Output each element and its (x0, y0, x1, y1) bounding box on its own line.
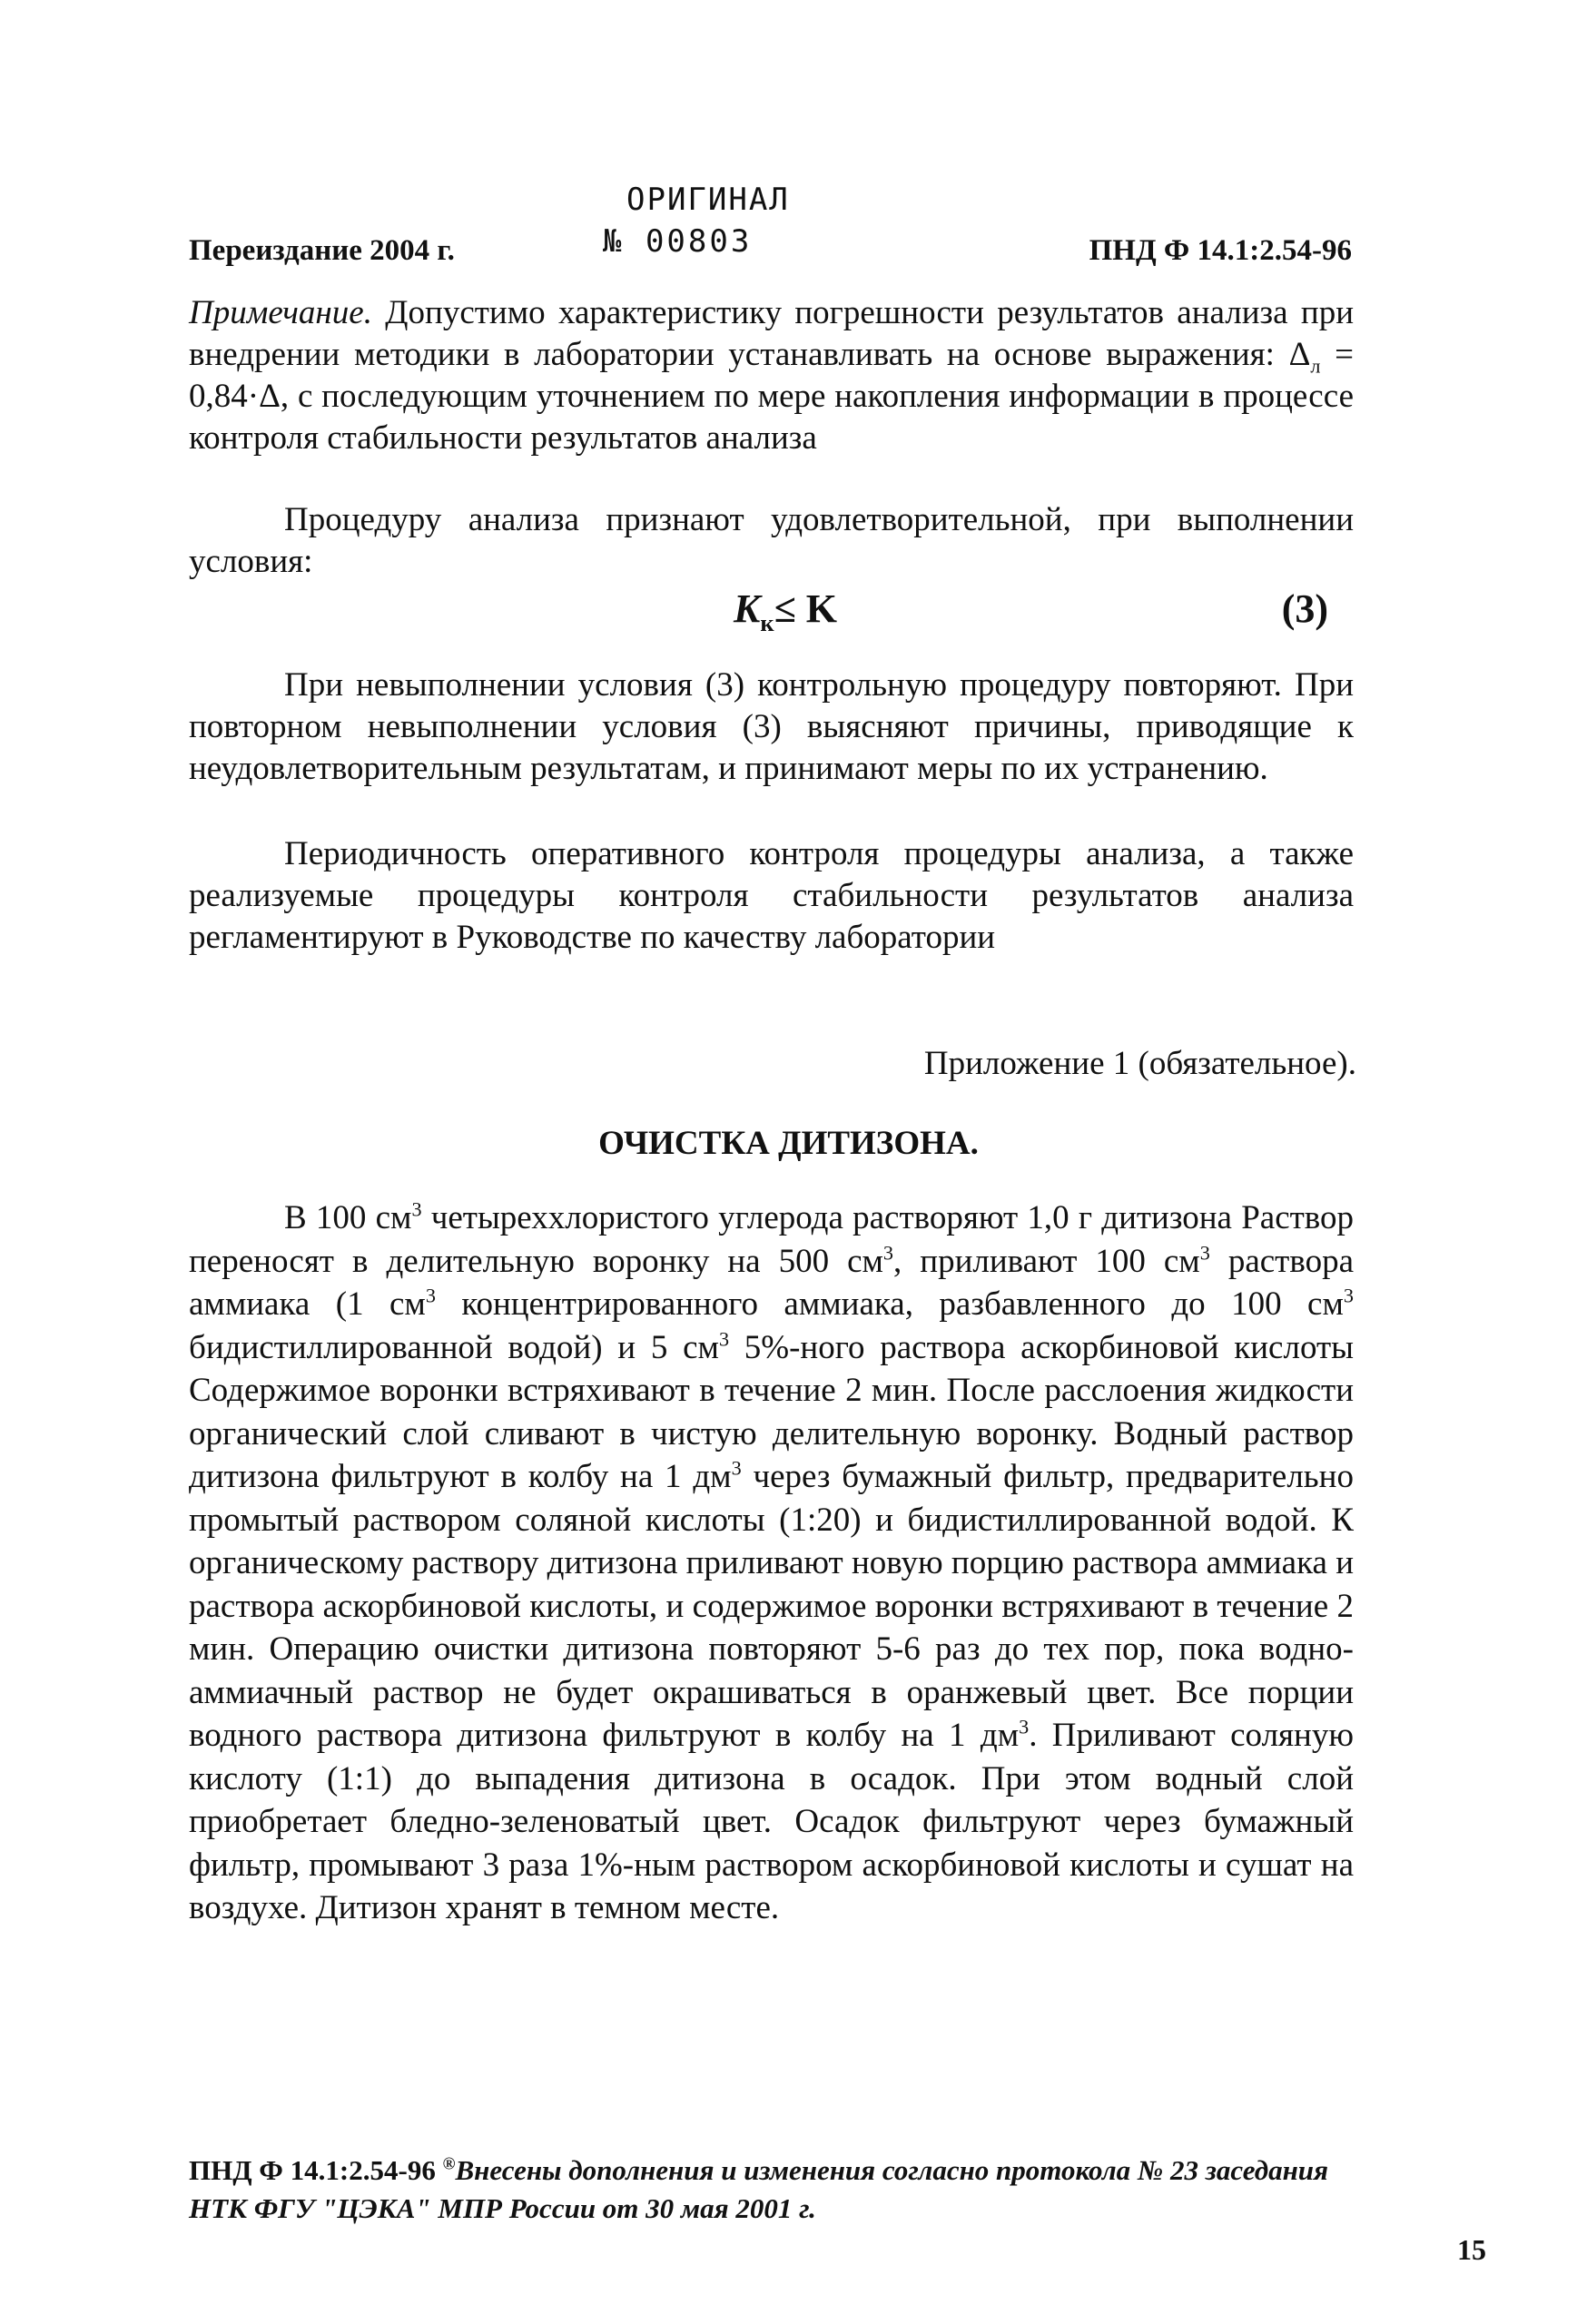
cube-superscript: 3 (425, 1284, 436, 1307)
formula-k-subscript: к (760, 608, 774, 636)
stamp-title: ОРИГИНАЛ (626, 182, 790, 218)
footer-mark: ® (442, 2154, 456, 2174)
note-text-after: = 0,84·Δ, с последующим уточнением по мере накопления информации в процессе контроля стабильности результатов анализа (189, 336, 1354, 457)
note-label: Примечание. (189, 294, 372, 331)
cube-superscript: 3 (882, 1241, 894, 1265)
formula-inequality: ≤ K (774, 586, 837, 631)
cube-superscript: 3 (411, 1197, 422, 1221)
appendix-label: Приложение 1 (обязательное). (923, 1045, 1356, 1082)
formula-3 (189, 586, 1354, 636)
footer-document-code: ПНД Ф 14.1:2.54-96 (189, 2154, 436, 2186)
cube-superscript: 3 (1019, 1715, 1030, 1738)
reissue-label: Переиздание 2004 г. (189, 234, 455, 267)
footer-text: Внесены дополнения и изменения согласно протокола № 23 заседания НТК ФГУ "ЦЭКА" МПР России от 30 мая 2001 г. (189, 2154, 1328, 2224)
cube-superscript: 3 (718, 1327, 730, 1351)
cube-superscript: 3 (731, 1456, 742, 1480)
formula-expression (734, 586, 837, 636)
note-paragraph (189, 292, 1354, 459)
note-delta-subscript: л (1310, 354, 1321, 378)
periodicity-paragraph: Периодичность оперативного контроля процедуры анализа, а также реализуемые процедуры контроля стабильности результатов анализа регламентируют в Руководстве по качеству лаборатории (189, 835, 1354, 956)
body-segment: , приливают 100 см (893, 1242, 1200, 1280)
note-text-before: Допустимо характеристику погрешности результатов анализа при внедрении методики в лаборатории устанавливать на основе выражения: Δ (189, 294, 1354, 373)
body-segment: концентрированного аммиака, разбавленного до 100 см (435, 1285, 1344, 1323)
body-segment: через бумажный фильтр, предварительно промытый раствором соляной кислоты (1:20) и бидистиллированной водой. К органическому раствору дитизона приливают новую порцию раствора аммиака и раствора аскорбиновой кислоты, и содержимое воронки встряхивают в течение 2 мин. Операцию очистки дитизона повторяют 5-6 раз до тех пор, пока водно-аммиачный раствор не будет окрашиваться в оранжевый цвет. Все порции водного раствора дитизона фильтруют в колбу на 1 дм (189, 1458, 1354, 1754)
dithizone-purification-paragraph (189, 1196, 1354, 1930)
procedure-paragraph: Процедуру анализа признают удовлетворительной, при выполнении условия: (189, 501, 1354, 580)
cube-superscript: 3 (1199, 1241, 1210, 1265)
body-segment: В 100 см (284, 1199, 412, 1236)
page-number: 15 (1457, 2233, 1486, 2266)
body-segment: четыреххлористого углерода растворяют 1,0 г дитизона Раствор переносят в делительную воронку на 500 см (189, 1199, 1354, 1280)
document-code: ПНД Ф 14.1:2.54-96 (1089, 234, 1352, 267)
body-segment: раствора аммиака (1 см (189, 1242, 1354, 1323)
section-title: ОЧИСТКА ДИТИЗОНА. (598, 1125, 979, 1162)
repeat-paragraph: При невыполнении условия (3) контрольную процедуру повторяют. При повторном невыполнении условия (3) выясняют причины, приводящие к неудовлетворительным результатам, и принимают меры по их устранению. (189, 666, 1354, 787)
cube-superscript: 3 (1343, 1284, 1354, 1307)
body-segment: . Приливают соляную кислоту (1:1) до выпадения дитизона в осадок. При этом водный слой приобретает бледно-зеленоватый цвет. Осадок фильтруют через бумажный фильтр, промывают 3 раза 1%-ным раствором аскорбиновой кислоты и сушат на воздухе. Дитизон хранят в темном месте. (189, 1717, 1354, 1926)
stamp-number: № 00803 (603, 223, 753, 260)
formula-number: (3) (1281, 586, 1328, 631)
footer-note (189, 2152, 1369, 2228)
formula-k-symbol: K (734, 586, 761, 631)
body-segment: бидистиллированной водой) и 5 см (189, 1328, 719, 1366)
body-segment: 5%-ного раствора аскорбиновой кислоты Содержимое воронки встряхивают в течение 2 мин. После расслоения жидкости органический слой сливают в чистую делительную воронку. Водный раствор дитизона фильтруют в колбу на 1 дм (189, 1328, 1354, 1495)
